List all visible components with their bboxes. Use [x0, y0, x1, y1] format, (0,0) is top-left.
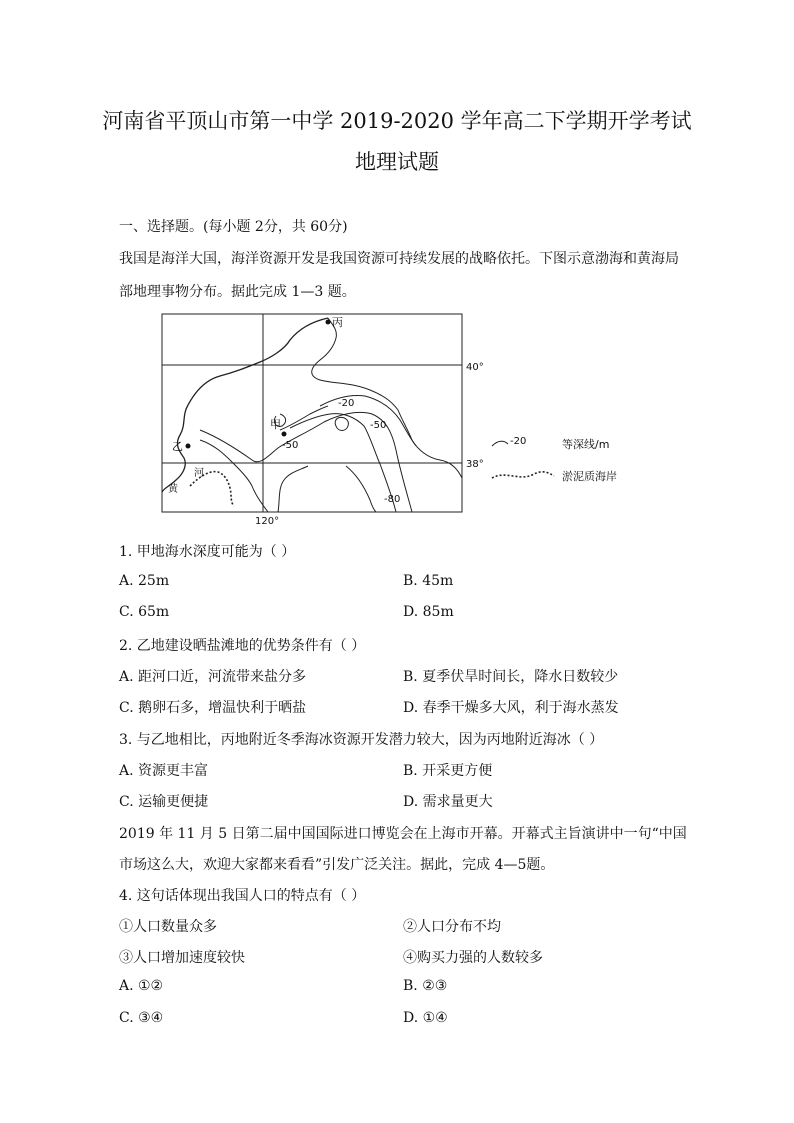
intro2-line2: 市场这么大，欢迎大家都来看看”引发广泛关注。据此，完成 4—5题。	[119, 857, 555, 873]
section-heading: 一、选择题。(每小题 2分，共 60分)	[119, 219, 348, 235]
label-depth-80: -80	[384, 494, 401, 505]
bohai-map	[160, 310, 640, 530]
q2-stem: 2. 乙地建设晒盐滩地的优势条件有（ ）	[119, 638, 366, 654]
point-yi	[186, 444, 191, 449]
q4-option-b: B. ②③	[403, 978, 448, 994]
point-jia	[282, 432, 287, 437]
q4-option-a: A. ①②	[119, 978, 164, 994]
q3-option-c: C. 运输更便捷	[119, 794, 209, 810]
label-jia: 甲	[270, 418, 281, 431]
contour-80	[346, 466, 376, 512]
label-depth-20: -20	[338, 398, 355, 409]
intro-paragraph-line1: 我国是海洋大国，海洋资源开发是我国资源可持续发展的战略依托。下图示意渤海和黄海局	[119, 251, 679, 267]
label-river-he: 河	[194, 468, 204, 479]
q4-option-d: D. ①④	[403, 1010, 448, 1026]
legend-contour-line	[492, 441, 508, 446]
q3-option-d: D. 需求量更大	[403, 794, 493, 810]
point-bing	[326, 320, 331, 325]
label-depth-50b: -50	[370, 420, 387, 431]
q2-option-d: D. 春季干燥多大风，利于海水蒸发	[403, 700, 619, 716]
q1-option-d: D. 85m	[403, 604, 454, 620]
q1-option-b: B. 45m	[403, 573, 454, 589]
label-bing: 丙	[332, 316, 343, 329]
q1-option-a: A. 25m	[119, 573, 170, 589]
q3-stem: 3. 与乙地相比，丙地附近冬季海冰资源开发潜力较大，因为丙地附近海冰（ ）	[119, 732, 604, 748]
q1-stem: 1. 甲地海水深度可能为（ ）	[119, 544, 296, 560]
coastline	[162, 318, 328, 492]
q4-option-c: C. ③④	[119, 1010, 164, 1026]
q3-option-a: A. 资源更丰富	[119, 763, 209, 779]
page-title-line2: 地理试题	[355, 150, 439, 174]
q4-item-4: ④购买力强的人数较多	[403, 950, 543, 966]
q4-item-1: ①人口数量众多	[119, 919, 217, 935]
legend-contour-sample: -20	[510, 436, 527, 447]
legend-coast-line	[492, 472, 554, 478]
q4-item-3: ③人口增加速度较快	[119, 950, 245, 966]
q2-option-b: B. 夏季伏旱时间长，降水日数较少	[403, 669, 619, 685]
intro-paragraph-line2: 部地理事物分布。据此完成 1—3 题。	[119, 284, 356, 300]
q1-option-c: C. 65m	[119, 604, 170, 620]
q4-item-2: ②人口分布不均	[403, 919, 501, 935]
legend-contour-label: 等深线/m	[562, 438, 610, 451]
legend-coast-label: 淤泥质海岸	[562, 470, 617, 483]
q2-option-c: C. 鹅卵石多，增温快利于晒盐	[119, 700, 307, 716]
label-lat40: 40°	[466, 362, 484, 373]
label-depth-50a: -50	[282, 440, 299, 451]
intro2-line1: 2019 年 11 月 5 日第二届中国国际进口博览会在上海市开幕。开幕式主旨演讲中一句“中国	[119, 826, 687, 842]
page-title-line1: 河南省平顶山市第一中学 2019-2020 学年高二下学期开学考试	[102, 109, 692, 133]
label-river-huang: 黄	[168, 484, 178, 495]
q3-option-b: B. 开采更方便	[403, 763, 493, 779]
label-lat38: 38°	[466, 459, 484, 470]
label-lon120: 120°	[255, 516, 280, 527]
q2-option-a: A. 距河口近，河流带来盐分多	[119, 669, 307, 685]
label-yi: 乙	[172, 440, 183, 453]
q4-stem: 4. 这句话体现出我国人口的特点有（ ）	[119, 888, 366, 904]
